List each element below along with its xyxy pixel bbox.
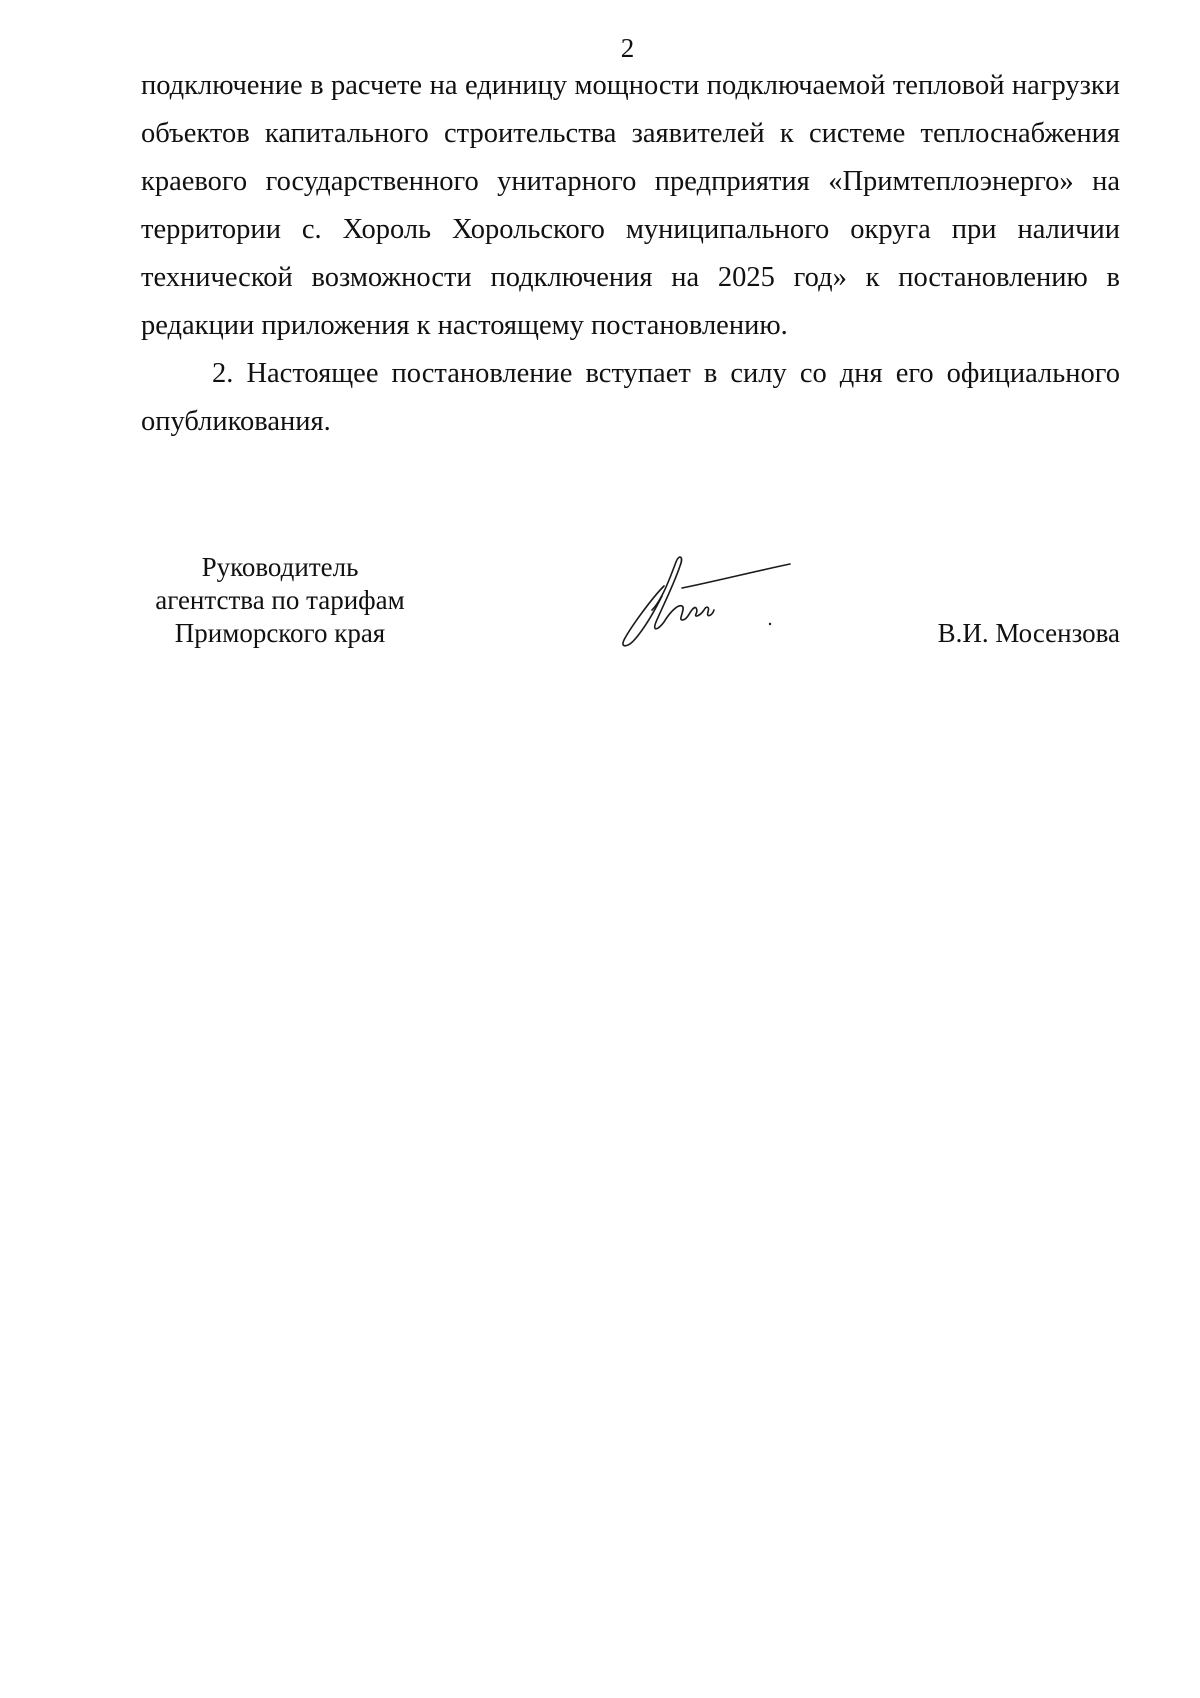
paragraph-2 xyxy=(141,350,1120,446)
text-line: краевого государственного унитарного предприятия «Примтеплоэнерго» на xyxy=(141,166,1120,197)
text-line: территории с. Хороль Хорольского муниципального округа при наличии xyxy=(141,214,1120,245)
paragraph-1-continuation xyxy=(141,62,1120,350)
signatory-name: В.И. Мосензова xyxy=(937,618,1120,648)
signatory-title xyxy=(130,551,430,650)
document-body xyxy=(141,62,1120,446)
text-line: технической возможности подключения на 2025 год» к постановлению в xyxy=(141,262,1120,293)
page-number: 2 xyxy=(620,33,635,63)
text-line: подключение в расчете на единицу мощности подключаемой тепловой нагрузки xyxy=(141,70,1120,101)
signatory-title-line: агентства по тарифам xyxy=(155,585,405,615)
text-line: опубликования. xyxy=(141,406,331,437)
text-line: объектов капитального строительства заявителей к системе теплоснабжения xyxy=(141,118,1120,149)
text-line: редакции приложения к настоящему постановлению. xyxy=(141,310,788,341)
handwritten-signature xyxy=(612,548,812,658)
text-line: 2. Настоящее постановление вступает в силу со дня его официального xyxy=(212,358,1120,389)
signatory-title-line: Приморского края xyxy=(174,618,386,648)
signatory-title-line: Руководитель xyxy=(201,552,359,582)
